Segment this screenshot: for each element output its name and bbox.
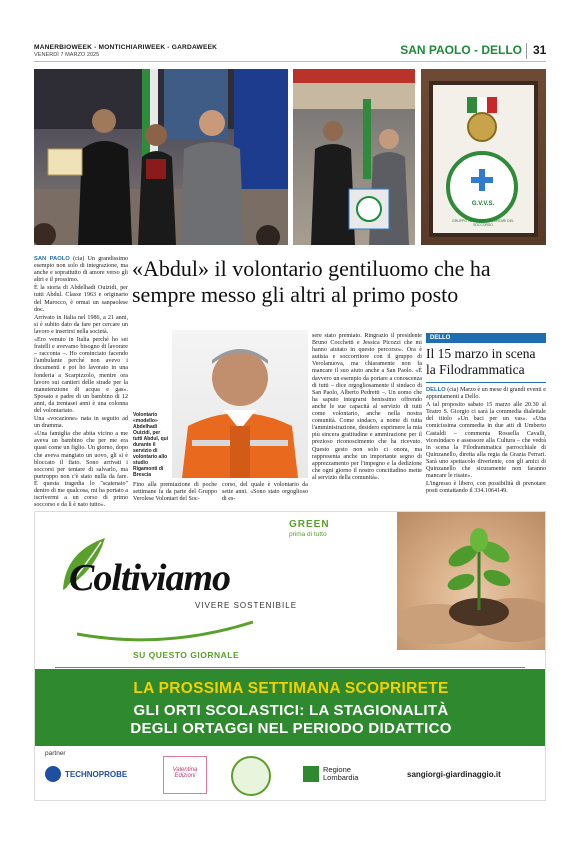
article-column-3: corso, del quale è volontario da sette anni. «Sono stato orgoglioso di es- [222,482,308,503]
technoprobe-logo-icon [45,766,61,782]
ad-headline-yellow: LA PROSSIMA SETTIMANA SCOPRIRETE [133,680,449,697]
paragraph: «Ero venuto in Italia perché ho sei fratelli e avevamo bisogno di lavorare – racconta –. Ho cominciato facendo l'ambulante perché non avevo i documenti e poi ho lavorato in una fonderia a Scarpizzolo, mentre ora lavoro sui cantieri delle strade per la manutenzione di acqua e gas». Sposato e padre di un bambino di 12 anni, da trentasei anni è una colonna del volontariato. [34,337,128,414]
award-ceremony-photo [34,69,288,245]
issue-date: VENERDÌ 7 MARZO 2025 [34,52,100,58]
ad-headline-white: GLI ORTI SCOLASTICI: LA STAGIONALITÀ DEGLI ORTAGGI NEL PERIODO DIDATTICO [130,702,452,737]
sidebar-article [426,333,546,496]
article-column-2: Fino alla premiazione di poche settimane fa da parte del Gruppo Verolese Volontari del Soc- [133,482,217,503]
brand-subtitle: VIVERE SOSTENIBILE [195,601,298,610]
publication-name: MANERBIOWEEK - MONTICHIARIWEEK - GARDAWEEK [34,44,218,51]
paragraph: Arrivato in Italia nel 1986, a 21 anni, si è subito dato da fare per cercare un lavoro e inserirsi nella società. [34,314,128,335]
regione-lombardia-logo-icon [303,766,319,782]
badge-ring-text: GRUPPO VEROLESE VOLONTARI DEL SOCCORSO [452,219,514,227]
brand-title: Coltiviamo [69,557,230,599]
page-number: 31 [533,43,547,57]
partner-label: partner [45,750,66,757]
partner-technoprobe: TECHNOPROBE [45,766,127,782]
medal-photo [421,69,546,245]
sidebar-rule [426,382,546,383]
sidebar-body: DELLO (cia) Marzo è un mese di grandi eventi e appuntamenti a Dello. A tal proposito sabato 15 marzo alle 20.30 al Teatro S. Giorgio ci sarà la commedia dialettale del titolo «Un baci per un vas». «Una comicissima commedia in due atti di Umberto Castaldi – commenta Rossella Cavalli, vicesindaco e assessore alla Cultura – che vedrà in scena la Filodrammatica parrocchiale di Quinzanello, diretta alla regia da Grazia Ferrari. Sarà uno spettacolo divertente, con gli amici di Quinzanello che sicuramente non faranno mancare le risate». L'ingresso è libero, con possibilità di prenotare posti contattando il 334.1064149. [426,387,546,495]
speech-illustration [293,69,415,245]
article-column-1: SAN PAOLO (cia) Un grandissimo esempio non solo di integrazione, ma anche e soprattutto di amore verso gli altri e il prossimo. È la storia di Abdelhadi Ouizidi, per tutti Abdul. Classe 1963 e originario del Marocco, è ormai un sanpaolese doc. Arrivato in Italia nel 1986, a 21 anni, si è subito dato da fare per cercare un lavoro e inserirsi nella società. «Ero venuto in Italia perché ho sei fratelli e avevamo bisogno di lavorare – racconta –. Ho cominciato facendo l'ambulante perché non avevo i documenti e poi ho lavorato in una fonderia a Scarpizzolo, mentre ora lavoro sui cantieri delle strade per la manutenzione di acqua e gas». Sposato e padre di un bambino di 12 anni, da trentasei anni è una colonna del volontariato. Una «vocazione» nata in seguito ad un dramma. «Una famiglia che abita vicino a me aveva un bambino che per me era quasi come un figlio. Un giorno, dopo che aveva mangiato un uovo, gli si è bloccato il fiato. Sono arrivati i soccorsi per tentare di salvarlo, ma purtroppo non c'è stato nulla da fare. È questa tragedia lo "scatenato" dentro di me qualcosa, mi ha portato a iscrivermi a un corso di primo soccorso e da lì è nato tutto». [34,256,129,509]
paragraph: L'ingresso è libero, con possibilità di prenotare posti contattando il 334.1064149. [426,481,546,495]
award-ceremony-illustration [34,69,288,245]
partner-valentina: Valentina Edizioni [163,756,207,794]
paragraph: «Una famiglia che abita vicino a me aveva un bambino che per me era quasi come un figlio. Un giorno, dopo che aveva mangiato un uovo, gli si è bloccato il fiato. Sono arrivati i soccorsi per tentare di salvarlo, ma purtroppo non c'è stato nulla da fare. È questa tragedia lo "scatenato" dentro di me qualcosa, mi ha portato a iscrivermi a un corso di primo soccorso e da lì è nato tutto». [34,431,128,509]
hands-seedling-image [397,512,546,650]
seedling-illustration [397,512,546,650]
sidebar-dateline: DELLO [426,387,446,393]
coltiviamo-advertisement [34,511,546,801]
sidebar-headline: Il 15 marzo in scena la Filodrammatica [426,346,536,377]
masthead [34,44,334,58]
green-tagline: prima di tutto [289,531,327,538]
paragraph: A tal proposito sabato 15 marzo alle 20.30 al Teatro S. Giorgio ci sarà la commedia dialettale del titolo «Un baci per un vas». «Una comicissima commedia in due atti di Umberto Castaldi – commenta Rossella Cavalli, vicesindaco e assessore alla Cultura – che vedrà in scena la Filodrammatica parrocchiale di Quinzanello, diretta alla regia da Grazia Ferrari. Sarà uno spettacolo divertente, con gli amici di Quinzanello che sicuramente non faranno mancare le risate». [426,402,546,480]
speech-photo [293,69,415,245]
brand-swoosh [75,616,255,646]
ad-divider [55,667,525,668]
partner-sangiorgi: sangiorgi-giardinaggio.it [407,770,501,779]
paragraph: Una «vocazione» nata in seguito ad un dramma. [34,416,128,430]
article-column-4: sere stato premiato. Ringrazio il presidente Bruno Cocchetti e Jessica Picozzi che mi hanno aiutato in questo percorso». Ora è autista e soccorritore con il gruppo di Verolanuova, ma chiaramente non fa mancare il suo aiuto anche a San Paolo. «È davvero un esempio da portare a conoscenza di tutti – dice orgogliosamente il sindaco di San Paolo, Alberto Pedretti –. Un uomo che ha saputo integrarsi benissimo offrendo anche le sue capacità al servizio di tutti come volontario, anche nella nostra comunità. Come sindaco, a nome di tutta l'amministrazione, desidero esprimere la mia più sincera gratitudine e ammirazione per il prezioso riconoscimento che ha ricevuto. Questo gesto non solo ci onora, ma rappresenta anche un importante segno di apprezzamento per l'impegno e la dedizione che ogni giorno il nostro concittadino mette al servizio della comunità». [312,333,422,481]
volunteer-portrait [172,330,308,478]
sidebar-tag: DELLO [426,333,546,343]
partner-regione-lombardia: Regione Lombardia [303,766,377,782]
dateline: SAN PAOLO [34,256,70,262]
photo-caption: Volontario «modello» Abdelhadi Ouizidi, per tutti Abdul, qui durante il servizio di volontario allo studio Rigamonti di Brescia [133,412,169,478]
header-rule [34,61,546,62]
green-label: GREEN [289,519,330,530]
paragraph: È la storia di Abdelhadi Ouizidi, per tutti Abdul. Classe 1963 e originario del Marocco, è ormai un sanpaolese doc. [34,285,128,313]
partner-round-logo-icon [231,756,271,796]
article-headline: «Abdul» il volontario gentiluomo che ha sempre messo gli altri al primo posto [132,256,491,307]
volunteer-portrait-illustration [172,330,308,478]
on-this-paper-label: SU QUESTO GIORNALE [133,650,240,660]
badge-acronym: G.V.V.S. [471,201,495,207]
header-separator [526,43,527,59]
section-title: SAN PAOLO - DELLO [400,43,522,57]
